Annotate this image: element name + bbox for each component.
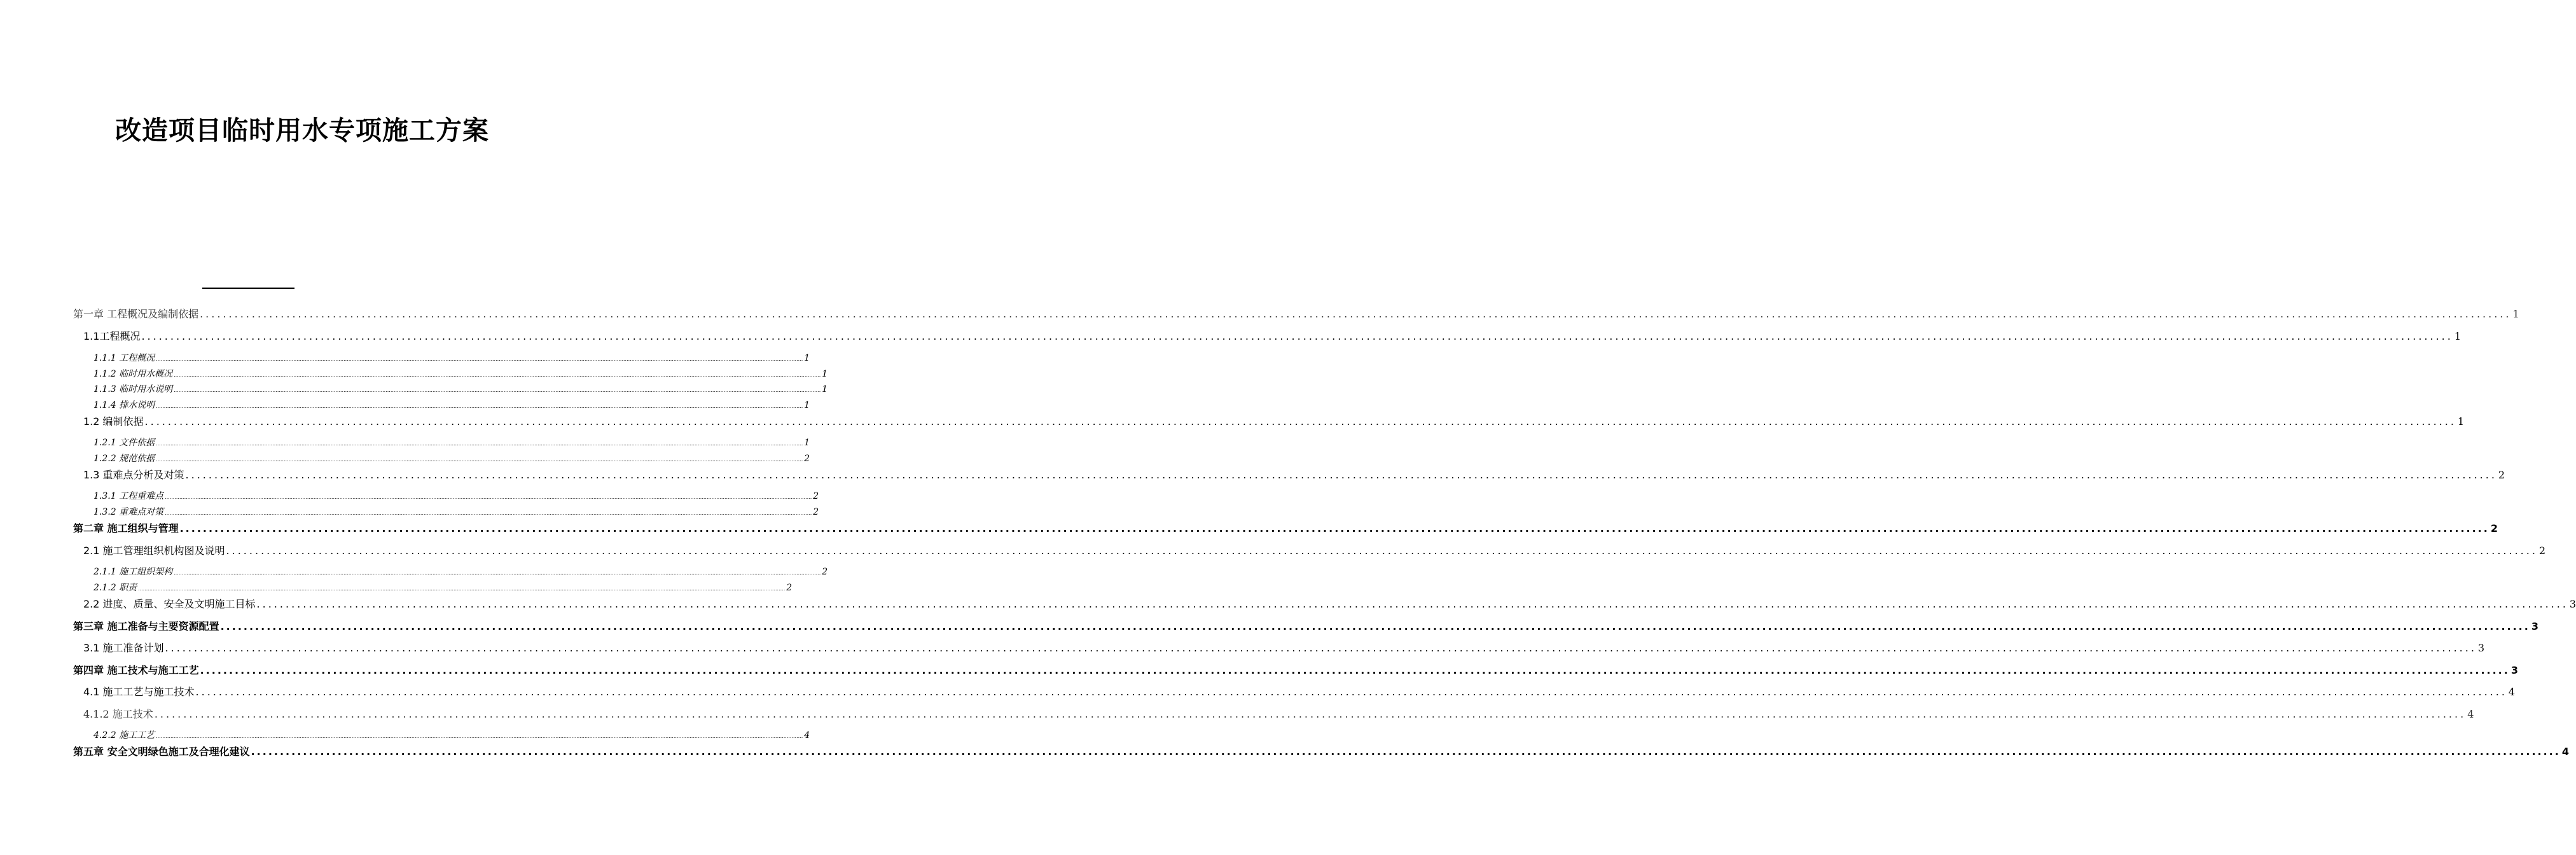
toc-entry-label: 1.2.1 文件依据 xyxy=(93,438,155,448)
toc-dot-leader: ................................................................................................................................................................................................................................................................................................................................................................................................................ xyxy=(174,372,821,378)
toc-dot-leader: ................................................................................................................................................................................................................................................................................................................................................................................................................ xyxy=(156,733,803,739)
toc-entry[interactable] xyxy=(73,662,2518,677)
toc-entry-label: 3.1 施工准备计划 xyxy=(83,642,164,654)
toc-dot-leader: ................................................................................................................................................................................................................................................................................................................................................................................................................ xyxy=(144,415,2456,428)
toc-entry-page-number: 2 xyxy=(2538,545,2546,557)
toc-entry-page-number: 2 xyxy=(813,491,819,501)
toc-dot-leader: ................................................................................................................................................................................................................................................................................................................................................................................................................ xyxy=(174,570,821,576)
toc-entry-page-number: 1 xyxy=(822,384,828,394)
toc-entry-page-number: 1 xyxy=(804,353,810,363)
toc-entry-label: 4.1 施工工艺与施工技术 xyxy=(83,686,195,698)
toc-entry-page-number: 3 xyxy=(2510,664,2518,676)
toc-entry[interactable] xyxy=(73,618,2538,633)
toc-entry[interactable] xyxy=(93,565,828,578)
toc-entry-label: 2.1 施工管理组织机构图及说明 xyxy=(83,545,225,557)
toc-entry[interactable] xyxy=(83,328,2462,343)
toc-entry-page-number: 1 xyxy=(822,369,828,379)
toc-dot-leader: ................................................................................................................................................................................................................................................................................................................................................................................................................ xyxy=(251,746,2561,758)
toc-entry-label: 2.1.2 职责 xyxy=(93,583,137,593)
toc-dot-leader: ................................................................................................................................................................................................................................................................................................................................................................................................................ xyxy=(195,686,2507,698)
toc-dot-leader: ................................................................................................................................................................................................................................................................................................................................................................................................................ xyxy=(200,664,2510,676)
toc-entry-label: 1.3 重难点分析及对策 xyxy=(83,469,184,481)
toc-dot-leader: ................................................................................................................................................................................................................................................................................................................................................................................................................ xyxy=(185,469,2497,481)
toc-entry-label: 第二章 施工组织与管理 xyxy=(73,522,179,534)
toc-entry-page-number: 2 xyxy=(804,454,810,464)
toc-entry[interactable] xyxy=(93,489,819,502)
toc-entry-page-number: 1 xyxy=(804,400,810,410)
toc-entry-page-number: 2 xyxy=(786,583,793,593)
toc-dot-leader: ................................................................................................................................................................................................................................................................................................................................................................................................................ xyxy=(156,441,803,447)
toc-entry-page-number: 2 xyxy=(813,507,819,517)
toc-entry-page-number: 2 xyxy=(2490,522,2498,534)
toc-entry[interactable] xyxy=(83,596,2576,611)
toc-entry-label: 4.1.2 施工技术 xyxy=(83,708,153,720)
toc-entry[interactable] xyxy=(93,398,810,411)
toc-entry-page-number: 4 xyxy=(2561,746,2569,758)
toc-entry-label: 第四章 施工技术与施工工艺 xyxy=(73,664,199,676)
toc-entry[interactable] xyxy=(93,728,810,741)
toc-entry[interactable] xyxy=(83,684,2516,699)
toc-entry[interactable] xyxy=(83,706,2474,721)
toc-entry-label: 1.1.3 临时用水说明 xyxy=(93,384,173,394)
toc-dot-leader: ................................................................................................................................................................................................................................................................................................................................................................................................................ xyxy=(174,387,821,393)
toc-entry-page-number: 1 xyxy=(2457,415,2465,428)
toc-entry-label: 第一章 工程概况及编制依据 xyxy=(73,308,199,320)
toc-dot-leader: ................................................................................................................................................................................................................................................................................................................................................................................................................ xyxy=(138,586,786,592)
toc-dot-leader: ................................................................................................................................................................................................................................................................................................................................................................................................................ xyxy=(154,708,2467,720)
title-divider xyxy=(202,288,294,289)
toc-entry-label: 1.3.1 工程重难点 xyxy=(93,491,164,501)
toc-entry[interactable] xyxy=(73,744,2569,758)
toc-entry-label: 1.1工程概况 xyxy=(83,330,141,342)
toc-entry-label: 1.3.2 重难点对策 xyxy=(93,507,164,517)
toc-dot-leader: ................................................................................................................................................................................................................................................................................................................................................................................................................ xyxy=(220,620,2530,632)
toc-entry-page-number: 2 xyxy=(2498,469,2505,481)
toc-dot-leader: ................................................................................................................................................................................................................................................................................................................................................................................................................ xyxy=(165,642,2477,654)
toc-entry[interactable] xyxy=(93,505,819,518)
document-title: 改造项目临时用水专项施工方案 xyxy=(115,115,489,146)
toc-entry[interactable] xyxy=(93,367,828,380)
toc-dot-leader: ................................................................................................................................................................................................................................................................................................................................................................................................................ xyxy=(165,494,812,500)
toc-dot-leader: ................................................................................................................................................................................................................................................................................................................................................................................................................ xyxy=(165,510,812,516)
toc-entry-page-number: 1 xyxy=(2454,330,2462,342)
toc-dot-leader: ................................................................................................................................................................................................................................................................................................................................................................................................................ xyxy=(156,457,803,462)
toc-entry[interactable] xyxy=(83,414,2465,428)
toc-entry-page-number: 3 xyxy=(2531,620,2538,632)
toc-dot-leader: ................................................................................................................................................................................................................................................................................................................................................................................................................ xyxy=(179,522,2489,534)
toc-entry-label: 1.2.2 规范依据 xyxy=(93,454,155,464)
toc-entry[interactable] xyxy=(93,452,810,464)
toc-entry-label: 2.2 进度、质量、安全及文明施工目标 xyxy=(83,598,256,610)
toc-entry-label: 1.1.2 临时用水概况 xyxy=(93,369,173,379)
toc-entry[interactable] xyxy=(93,436,810,448)
toc-dot-leader: ................................................................................................................................................................................................................................................................................................................................................................................................................ xyxy=(226,545,2538,557)
toc-entry-page-number: 1 xyxy=(2512,308,2519,320)
toc-entry-page-number: 1 xyxy=(804,438,810,448)
toc-dot-leader: ................................................................................................................................................................................................................................................................................................................................................................................................................ xyxy=(256,598,2568,610)
toc-entry-page-number: 4 xyxy=(2508,686,2516,698)
toc-dot-leader: ................................................................................................................................................................................................................................................................................................................................................................................................................ xyxy=(156,403,803,409)
toc-dot-leader: ................................................................................................................................................................................................................................................................................................................................................................................................................ xyxy=(141,330,2453,342)
toc-entry-page-number: 4 xyxy=(2467,708,2474,720)
toc-entry[interactable] xyxy=(83,640,2485,655)
toc-entry[interactable] xyxy=(83,467,2505,482)
toc-dot-leader: ................................................................................................................................................................................................................................................................................................................................................................................................................ xyxy=(200,308,2512,320)
toc-entry-page-number: 3 xyxy=(2569,598,2576,610)
toc-entry[interactable] xyxy=(73,306,2519,321)
toc-dot-leader: ................................................................................................................................................................................................................................................................................................................................................................................................................ xyxy=(156,356,803,362)
toc-entry[interactable] xyxy=(83,543,2546,557)
toc-entry-page-number: 3 xyxy=(2477,642,2485,654)
toc-entry[interactable] xyxy=(93,382,828,395)
toc-entry-page-number: 4 xyxy=(804,730,810,740)
toc-entry[interactable] xyxy=(93,581,793,594)
toc-entry[interactable] xyxy=(93,351,810,364)
toc-entry-label: 1.1.4 排水说明 xyxy=(93,400,155,410)
toc-entry-label: 第五章 安全文明绿色施工及合理化建议 xyxy=(73,746,250,758)
toc-entry[interactable] xyxy=(73,520,2498,535)
toc-entry-label: 1.2 编制依据 xyxy=(83,415,144,428)
toc-entry-label: 4.2.2 施工工艺 xyxy=(93,730,155,740)
toc-entry-label: 1.1.1 工程概况 xyxy=(93,353,155,363)
toc-entry-page-number: 2 xyxy=(822,567,828,577)
toc-entry-label: 第三章 施工准备与主要资源配置 xyxy=(73,620,219,632)
toc-entry-label: 2.1.1 施工组织架构 xyxy=(93,567,173,577)
